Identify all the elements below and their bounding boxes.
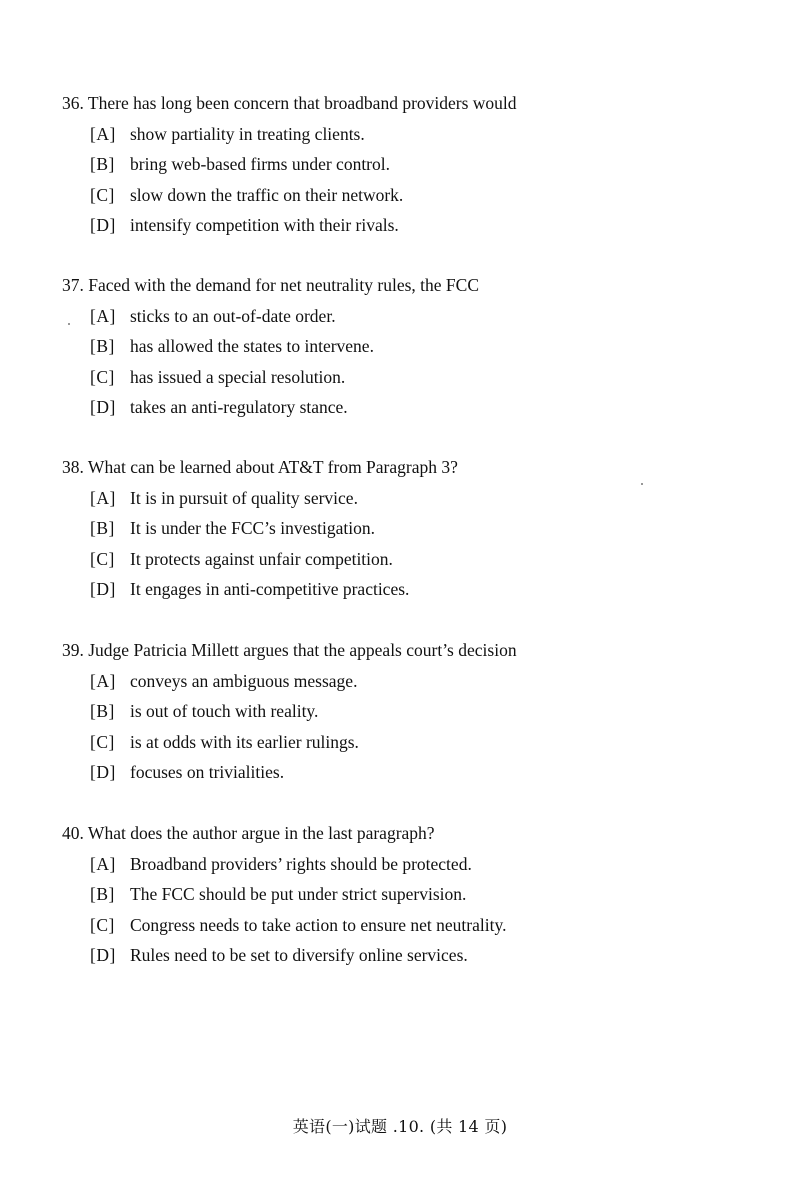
option-letter: [B] <box>90 701 115 721</box>
option-letter: [D] <box>90 215 116 235</box>
option-text: It is under the FCC’s investigation. <box>130 518 375 538</box>
option-text: It is in pursuit of quality service. <box>130 487 358 508</box>
option-letter: [B] <box>90 518 115 538</box>
option-letter: [B] <box>90 336 115 356</box>
option-d <box>62 579 762 610</box>
option-b <box>62 701 762 732</box>
scan-speck <box>641 483 643 485</box>
question-stem: 37. Faced with the demand for net neutrality rules, the FCC <box>62 275 479 295</box>
option-letter: [C] <box>90 548 115 569</box>
option-b <box>62 336 762 367</box>
question-stem: 38. What can be learned about AT&T from Paragraph 3? <box>62 457 458 477</box>
option-text: sticks to an out-of-date order. <box>130 305 336 326</box>
option-letter: [C] <box>90 184 115 205</box>
option-letter: [D] <box>90 945 116 965</box>
option-list <box>62 671 762 793</box>
option-c <box>62 185 762 216</box>
option-list <box>62 306 762 428</box>
option-text: Rules need to be set to diversify online services. <box>130 945 468 965</box>
option-text: bring web-based firms under control. <box>130 154 390 174</box>
option-letter: [A] <box>90 487 116 508</box>
option-c <box>62 367 762 398</box>
option-a <box>62 306 762 337</box>
option-c <box>62 915 762 946</box>
option-text: slow down the traffic on their network. <box>130 184 404 205</box>
option-letter: [D] <box>90 397 116 417</box>
option-b <box>62 884 762 915</box>
option-text: Congress needs to take action to ensure net neutrality. <box>130 914 507 935</box>
option-c <box>62 549 762 580</box>
question-36 <box>62 93 762 246</box>
option-text: Broadband providers’ rights should be protected. <box>130 853 472 874</box>
option-letter: [B] <box>90 884 115 904</box>
option-d <box>62 762 762 793</box>
option-list <box>62 854 762 976</box>
question-38 <box>62 457 762 610</box>
option-a <box>62 671 762 702</box>
option-text: is at odds with its earlier rulings. <box>130 731 359 752</box>
option-text: It protects against unfair competition. <box>130 548 393 569</box>
option-text: conveys an ambiguous message. <box>130 670 358 691</box>
option-letter: [A] <box>90 123 116 144</box>
option-text: focuses on trivialities. <box>130 762 285 782</box>
option-letter: [B] <box>90 154 115 174</box>
option-text: has allowed the states to intervene. <box>130 336 374 356</box>
question-stem: 36. There has long been concern that broadband providers would <box>62 93 517 113</box>
option-text: It engages in anti-competitive practices. <box>130 579 410 599</box>
option-d <box>62 945 762 976</box>
option-a <box>62 854 762 885</box>
option-d <box>62 397 762 428</box>
option-a <box>62 124 762 155</box>
option-letter: [D] <box>90 762 116 782</box>
scan-speck <box>68 323 70 325</box>
question-stem: 39. Judge Patricia Millett argues that the appeals court’s decision <box>62 640 517 660</box>
option-text: takes an anti-regulatory stance. <box>130 397 348 417</box>
option-b <box>62 518 762 549</box>
option-text: The FCC should be put under strict supervision. <box>130 884 467 904</box>
option-letter: [A] <box>90 853 116 874</box>
option-letter: [C] <box>90 731 115 752</box>
option-text: show partiality in treating clients. <box>130 123 365 144</box>
question-37 <box>62 275 762 428</box>
option-letter: [C] <box>90 366 115 387</box>
question-40 <box>62 823 762 976</box>
option-text: has issued a special resolution. <box>130 366 346 387</box>
option-letter: [A] <box>90 670 116 691</box>
page-footer: 英语(一)试题 .10. (共 14 页) <box>292 1117 508 1136</box>
option-letter: [D] <box>90 579 116 599</box>
question-39 <box>62 640 762 793</box>
option-b <box>62 154 762 185</box>
option-d <box>62 215 762 246</box>
option-list <box>62 124 762 246</box>
option-text: intensify competition with their rivals. <box>130 215 399 235</box>
option-a <box>62 488 762 519</box>
option-c <box>62 732 762 763</box>
option-text: is out of touch with reality. <box>130 701 319 721</box>
option-letter: [C] <box>90 914 115 935</box>
option-letter: [A] <box>90 305 116 326</box>
option-list <box>62 488 762 610</box>
question-stem: 40. What does the author argue in the last paragraph? <box>62 823 435 843</box>
